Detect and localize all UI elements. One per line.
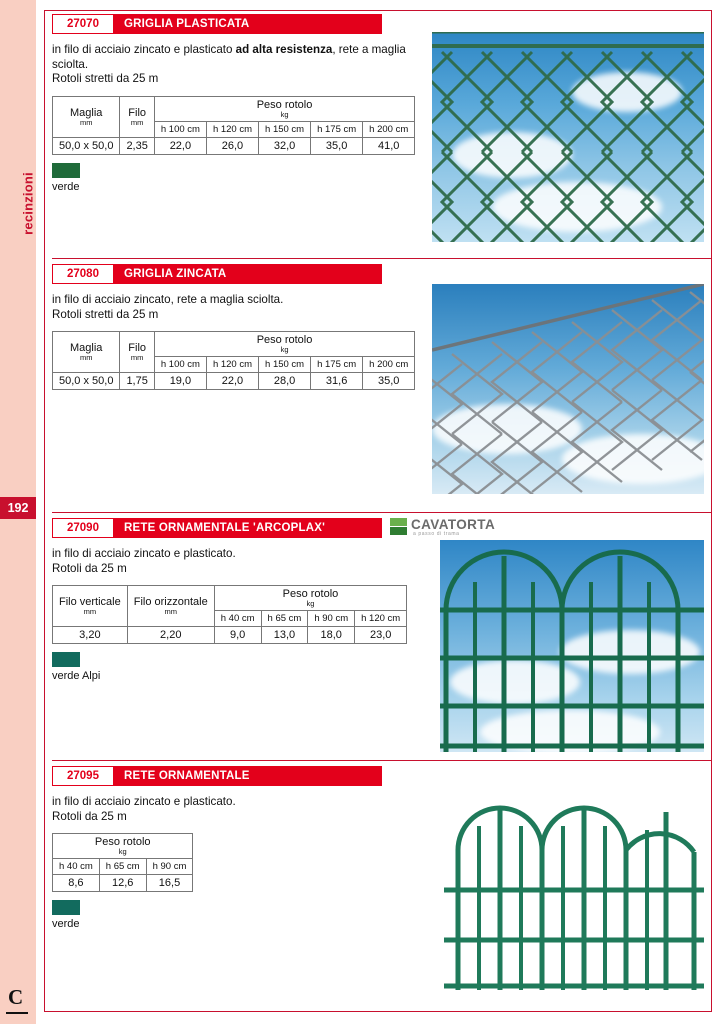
- cell-peso: 35,0: [363, 373, 415, 390]
- cell-peso: 35,0: [311, 137, 363, 154]
- ornamental-mesh-graphic: [440, 790, 704, 1000]
- cavatorta-wordmark: CAVATORTA: [411, 517, 496, 532]
- product-title: GRIGLIA ZINCATA: [124, 268, 227, 280]
- product-code: 27080: [52, 264, 114, 284]
- galvanized-mesh-graphic: [432, 284, 704, 494]
- product-header: [52, 14, 382, 34]
- cavatorta-tagline: a passo di trama: [413, 531, 460, 537]
- col-header-h: h 200 cm: [363, 357, 415, 373]
- col-header-h: h 120 cm: [206, 357, 258, 373]
- table-row: [53, 137, 415, 154]
- table-row: [53, 875, 193, 892]
- cell-peso: 18,0: [308, 627, 355, 644]
- col-header-h: h 175 cm: [311, 357, 363, 373]
- publisher-logo: C: [8, 985, 24, 1009]
- col-group-filo: Filo mm: [120, 96, 154, 137]
- product-code: 27090: [52, 518, 114, 538]
- col-group-peso: Peso rotolo kg: [154, 96, 414, 121]
- product-header: [52, 264, 382, 284]
- product-photo-27080: [432, 284, 704, 494]
- page-number-badge: 192: [0, 497, 36, 519]
- section-divider: [52, 760, 712, 761]
- cell-peso: 9,0: [214, 627, 261, 644]
- col-header-h: h 40 cm: [214, 611, 261, 627]
- col-header-h: h 150 cm: [259, 121, 311, 137]
- arcoplax-mesh-graphic: [440, 540, 704, 752]
- cell-peso: 22,0: [206, 373, 258, 390]
- col-header-h: h 40 cm: [53, 859, 100, 875]
- color-swatch-label: verde: [52, 180, 80, 193]
- chainlink-mesh-graphic: [432, 32, 704, 242]
- cell-peso: 16,5: [146, 875, 193, 892]
- cavatorta-logo: [390, 517, 510, 539]
- table-row: [53, 373, 415, 390]
- col-group-maglia: Maglia mm: [53, 96, 120, 137]
- col-header-h: h 65 cm: [261, 611, 308, 627]
- col-header-h: h 100 cm: [154, 357, 206, 373]
- cell-peso: 12,6: [99, 875, 146, 892]
- product-code: 27070: [52, 14, 114, 34]
- color-swatch: [52, 652, 80, 667]
- cell-peso: 31,6: [311, 373, 363, 390]
- product-title: RETE ORNAMENTALE 'ARCOPLAX': [124, 522, 326, 534]
- col-header-h: h 120 cm: [206, 121, 258, 137]
- product-title: GRIGLIA PLASTICATA: [124, 18, 250, 30]
- sidebar-category-label: recinzioni: [20, 172, 36, 235]
- col-header-h: h 175 cm: [311, 121, 363, 137]
- col-group-peso: Peso rotolo kg: [214, 586, 406, 611]
- col-header-h: h 100 cm: [154, 121, 206, 137]
- col-group-filo: Filo mm: [120, 332, 154, 373]
- product-code: 27095: [52, 766, 114, 786]
- color-swatch: [52, 900, 80, 915]
- col-group-filo-verticale: Filo verticale mm: [53, 586, 128, 627]
- cell-peso: 41,0: [363, 137, 415, 154]
- section-divider: [52, 512, 712, 513]
- cell-peso: 26,0: [206, 137, 258, 154]
- col-group-peso: Peso rotolo kg: [53, 834, 193, 859]
- col-header-h: h 90 cm: [308, 611, 355, 627]
- cell-filo: 2,35: [120, 137, 154, 154]
- col-header-h: h 65 cm: [99, 859, 146, 875]
- product-photo-27095: [440, 790, 704, 1000]
- product-photo-27070: [432, 32, 704, 242]
- col-header-h: h 150 cm: [259, 357, 311, 373]
- col-group-maglia: Maglia mm: [53, 332, 120, 373]
- col-header-h: h 120 cm: [355, 611, 407, 627]
- product-description: in filo di acciaio zincato e plasticato. Rotoli da 25 m: [52, 547, 236, 575]
- color-swatch-label: verde: [52, 918, 80, 930]
- cell-filo-verticale: 3,20: [53, 627, 128, 644]
- cavatorta-mark-icon: [390, 518, 407, 535]
- cell-peso: 19,0: [154, 373, 206, 390]
- cell-filo-orizzontale: 2,20: [127, 627, 214, 644]
- cell-peso: 13,0: [261, 627, 308, 644]
- product-photo-27090: [440, 540, 704, 752]
- cell-peso: 28,0: [259, 373, 311, 390]
- col-group-peso: Peso rotolo kg: [154, 332, 414, 357]
- product-description: in filo di acciaio zincato e plasticato ad alta resistenza, rete a maglia sciolta. Rotoli stretti da 25 m: [52, 43, 406, 85]
- color-swatch: [52, 163, 80, 178]
- cell-filo: 1,75: [120, 373, 154, 390]
- product-description: in filo di acciaio zincato, rete a maglia sciolta. Rotoli stretti da 25 m: [52, 293, 284, 321]
- cell-peso: 32,0: [259, 137, 311, 154]
- spec-table: [52, 96, 415, 155]
- sidebar: [0, 0, 36, 1024]
- product-title: RETE ORNAMENTALE: [124, 770, 250, 782]
- spec-table: [52, 833, 193, 892]
- product-header: [52, 766, 382, 786]
- cell-peso: 22,0: [154, 137, 206, 154]
- col-header-h: h 90 cm: [146, 859, 193, 875]
- cell-peso: 23,0: [355, 627, 407, 644]
- publisher-logo-underline: [6, 1012, 28, 1014]
- cell-maglia: 50,0 x 50,0: [53, 137, 120, 154]
- col-group-filo-orizzontale: Filo orizzontale mm: [127, 586, 214, 627]
- product-header: [52, 518, 382, 538]
- col-header-h: h 200 cm: [363, 121, 415, 137]
- section-divider: [52, 258, 712, 259]
- cell-peso: 8,6: [53, 875, 100, 892]
- spec-table: [52, 585, 407, 644]
- spec-table: [52, 331, 415, 390]
- table-row: [53, 627, 407, 644]
- cell-maglia: 50,0 x 50,0: [53, 373, 120, 390]
- product-description: in filo di acciaio zincato e plasticato. Rotoli da 25 m: [52, 795, 236, 823]
- color-swatch-label: verde Alpi: [52, 670, 101, 682]
